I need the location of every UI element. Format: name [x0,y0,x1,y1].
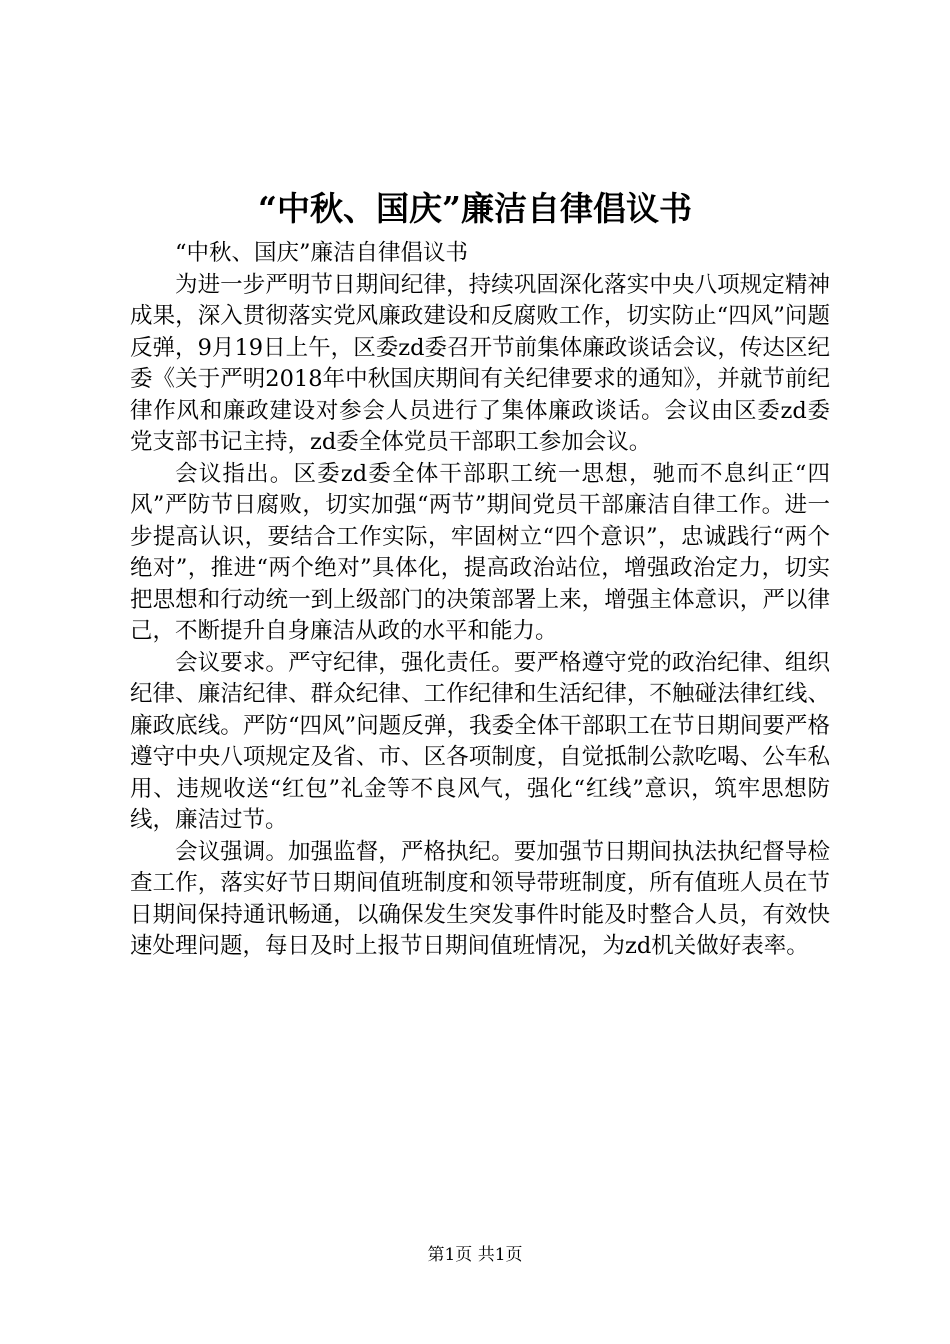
document-title: “中秋、国庆”廉洁自律倡议书 [258,189,692,228]
paragraph-meeting-points: 会议指出。区委zd委全体干部职工统一思想，驰而不息纠正“四风”严防节日腐败，切实加强“两节”期间党员干部廉洁自律工作。进一步提高认识，要结合工作实际，牢固树立“四个意识”，忠诚践行“两个绝对”，推进“两个绝对”具体化，提高政治站位，增强政治定力，切实把思想和行动统一到上级部门的决策部署上来，增强主体意识，严以律己，不断提升自身廉洁从政的水平和能力。 [130,460,830,644]
paragraph-intro: 为进一步严明节日期间纪律，持续巩固深化落实中央八项规定精神成果，深入贯彻落实党风廉政建设和反腐败工作，切实防止“四风”问题反弹，9月19日上午，区委zd委召开节前集体廉政谈话会议，传达区纪委《关于严明2018年中秋国庆期间有关纪律要求的通知》，并就节前纪律作风和廉政建设对参会人员进行了集体廉政谈话。会议由区委zd委党支部书记主持，zd委全体党员干部职工参加会议。 [130,271,830,455]
page-footer: 第1页 共1页 [427,1245,523,1265]
document-subtitle: “中秋、国庆”廉洁自律倡议书 [175,240,469,266]
document-body [130,238,830,963]
paragraph-meeting-emphasis: 会议强调。加强监督，严格执纪。要加强节日期间执法执纪督导检查工作，落实好节日期间值班制度和领导带班制度，所有值班人员在节日期间保持通讯畅通，以确保发生突发事件时能及时整合人员，有效快速处理问题，每日及时上报节日期间值班情况，为zd机关做好表率。 [130,838,830,959]
paragraph-meeting-requirements: 会议要求。严守纪律，强化责任。要严格遵守党的政治纪律、组织纪律、廉洁纪律、群众纪律、工作纪律和生活纪律，不触碰法律红线、廉政底线。严防“四风”问题反弹，我委全体干部职工在节日期间要严格遵守中央八项规定及省、市、区各项制度，自觉抵制公款吃喝、公车私用、违规收送“红包”礼金等不良风气，强化“红线”意识，筑牢思想防线，廉洁过节。 [130,649,830,833]
